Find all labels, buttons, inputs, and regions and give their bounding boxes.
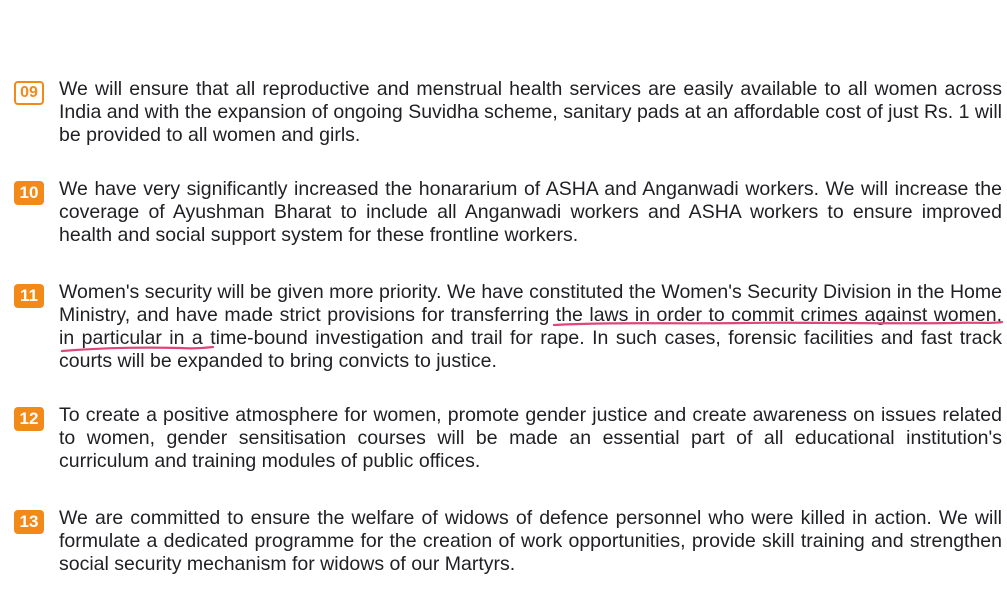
item-text: To create a positive atmosphere for women, promote gender justice and create awareness on issues related to women, gender sensitisation courses will be made an essential part of all educational institution's curriculum and training modules of public offices.	[59, 404, 1002, 472]
item-number-badge: 10	[14, 181, 44, 205]
item-number-badge: 11	[14, 284, 44, 308]
item-text: We will ensure that all reproductive and menstrual health services are easily available to all women across India and with the expansion of ongoing Suvidha scheme, sanitary pads at an affordable cost of just Rs. 1 will be provided to all women and girls.	[59, 78, 1002, 146]
item-number-badge: 09	[14, 81, 44, 105]
pen-underline-mark	[60, 342, 215, 354]
item-text: Women's security will be given more priority. We have constituted the Women's Security Division in the Home Ministry, and have made strict provisions for transferring the laws in order to commit crimes against women, in particular in a time-bound investigation and trail for rape. In such cases, forensic facilities and fast track courts will be expanded to bring convicts to justice.	[59, 281, 1002, 372]
pen-underline-mark	[552, 318, 1004, 328]
item-text: We have very significantly increased the honararium of ASHA and Anganwadi workers. We will increase the coverage of Ayushman Bharat to include all Anganwadi workers and ASHA workers to ensure improved health and social support system for these frontline workers.	[59, 178, 1002, 246]
item-text: We are committed to ensure the welfare of widows of defence personnel who were killed in action. We will formulate a dedicated programme for the creation of work opportunities, provide skill training and strengthen social security mechanism for widows of our Martyrs.	[59, 507, 1002, 575]
item-number-badge: 13	[14, 510, 44, 534]
item-number-badge: 12	[14, 407, 44, 431]
